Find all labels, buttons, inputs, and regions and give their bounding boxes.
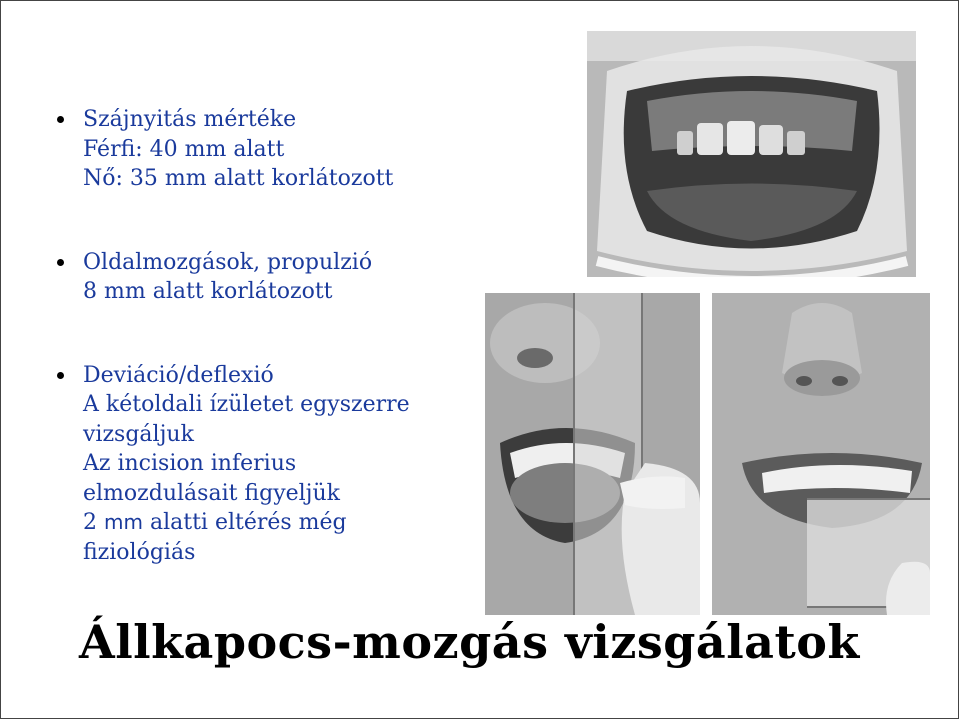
bullet-lateral-movements — [57, 248, 477, 307]
tolerance-prefix: 2 — [83, 510, 104, 535]
bullet-line: Oldalmozgások, propulzió — [83, 249, 373, 275]
intraoral-retractor-photo — [587, 31, 916, 277]
bullet-dot-icon — [57, 259, 64, 266]
bullet-line: elmozdulásait figyeljük — [83, 480, 340, 506]
bullet-line: 8 mm alatt korlátozott — [83, 279, 333, 304]
bullet-line: Az incision inferius — [83, 451, 297, 476]
bullet-line: Deviáció/deflexió — [83, 362, 274, 388]
bullet-line: fiziológiás — [83, 539, 196, 565]
bullet-line: vizsgáljuk — [83, 421, 194, 447]
bullet-line: Nő: 35 mm alatt korlátozott — [83, 166, 394, 191]
bullet-list — [57, 105, 477, 567]
bullet-mouth-opening — [57, 105, 477, 194]
bullet-line: Szájnyitás mértéke — [83, 107, 297, 132]
bullet-deviation — [57, 361, 477, 568]
ruler-mouth-open-photo — [485, 293, 700, 615]
tolerance-unit: mm — [104, 510, 143, 534]
tolerance-suffix: alatti eltérés még — [142, 510, 347, 535]
bullet-line: Férfi: 40 mm alatt — [83, 136, 285, 162]
bullet-line: A kétoldali ízületet egyszerre — [83, 392, 410, 417]
bullet-line-tolerance — [83, 508, 477, 538]
ruler-lateral-photo — [712, 293, 930, 615]
bullet-dot-icon — [57, 372, 64, 379]
bullet-dot-icon — [57, 116, 64, 123]
slide-title: Állkapocs-mozgás vizsgálatok — [79, 615, 860, 669]
